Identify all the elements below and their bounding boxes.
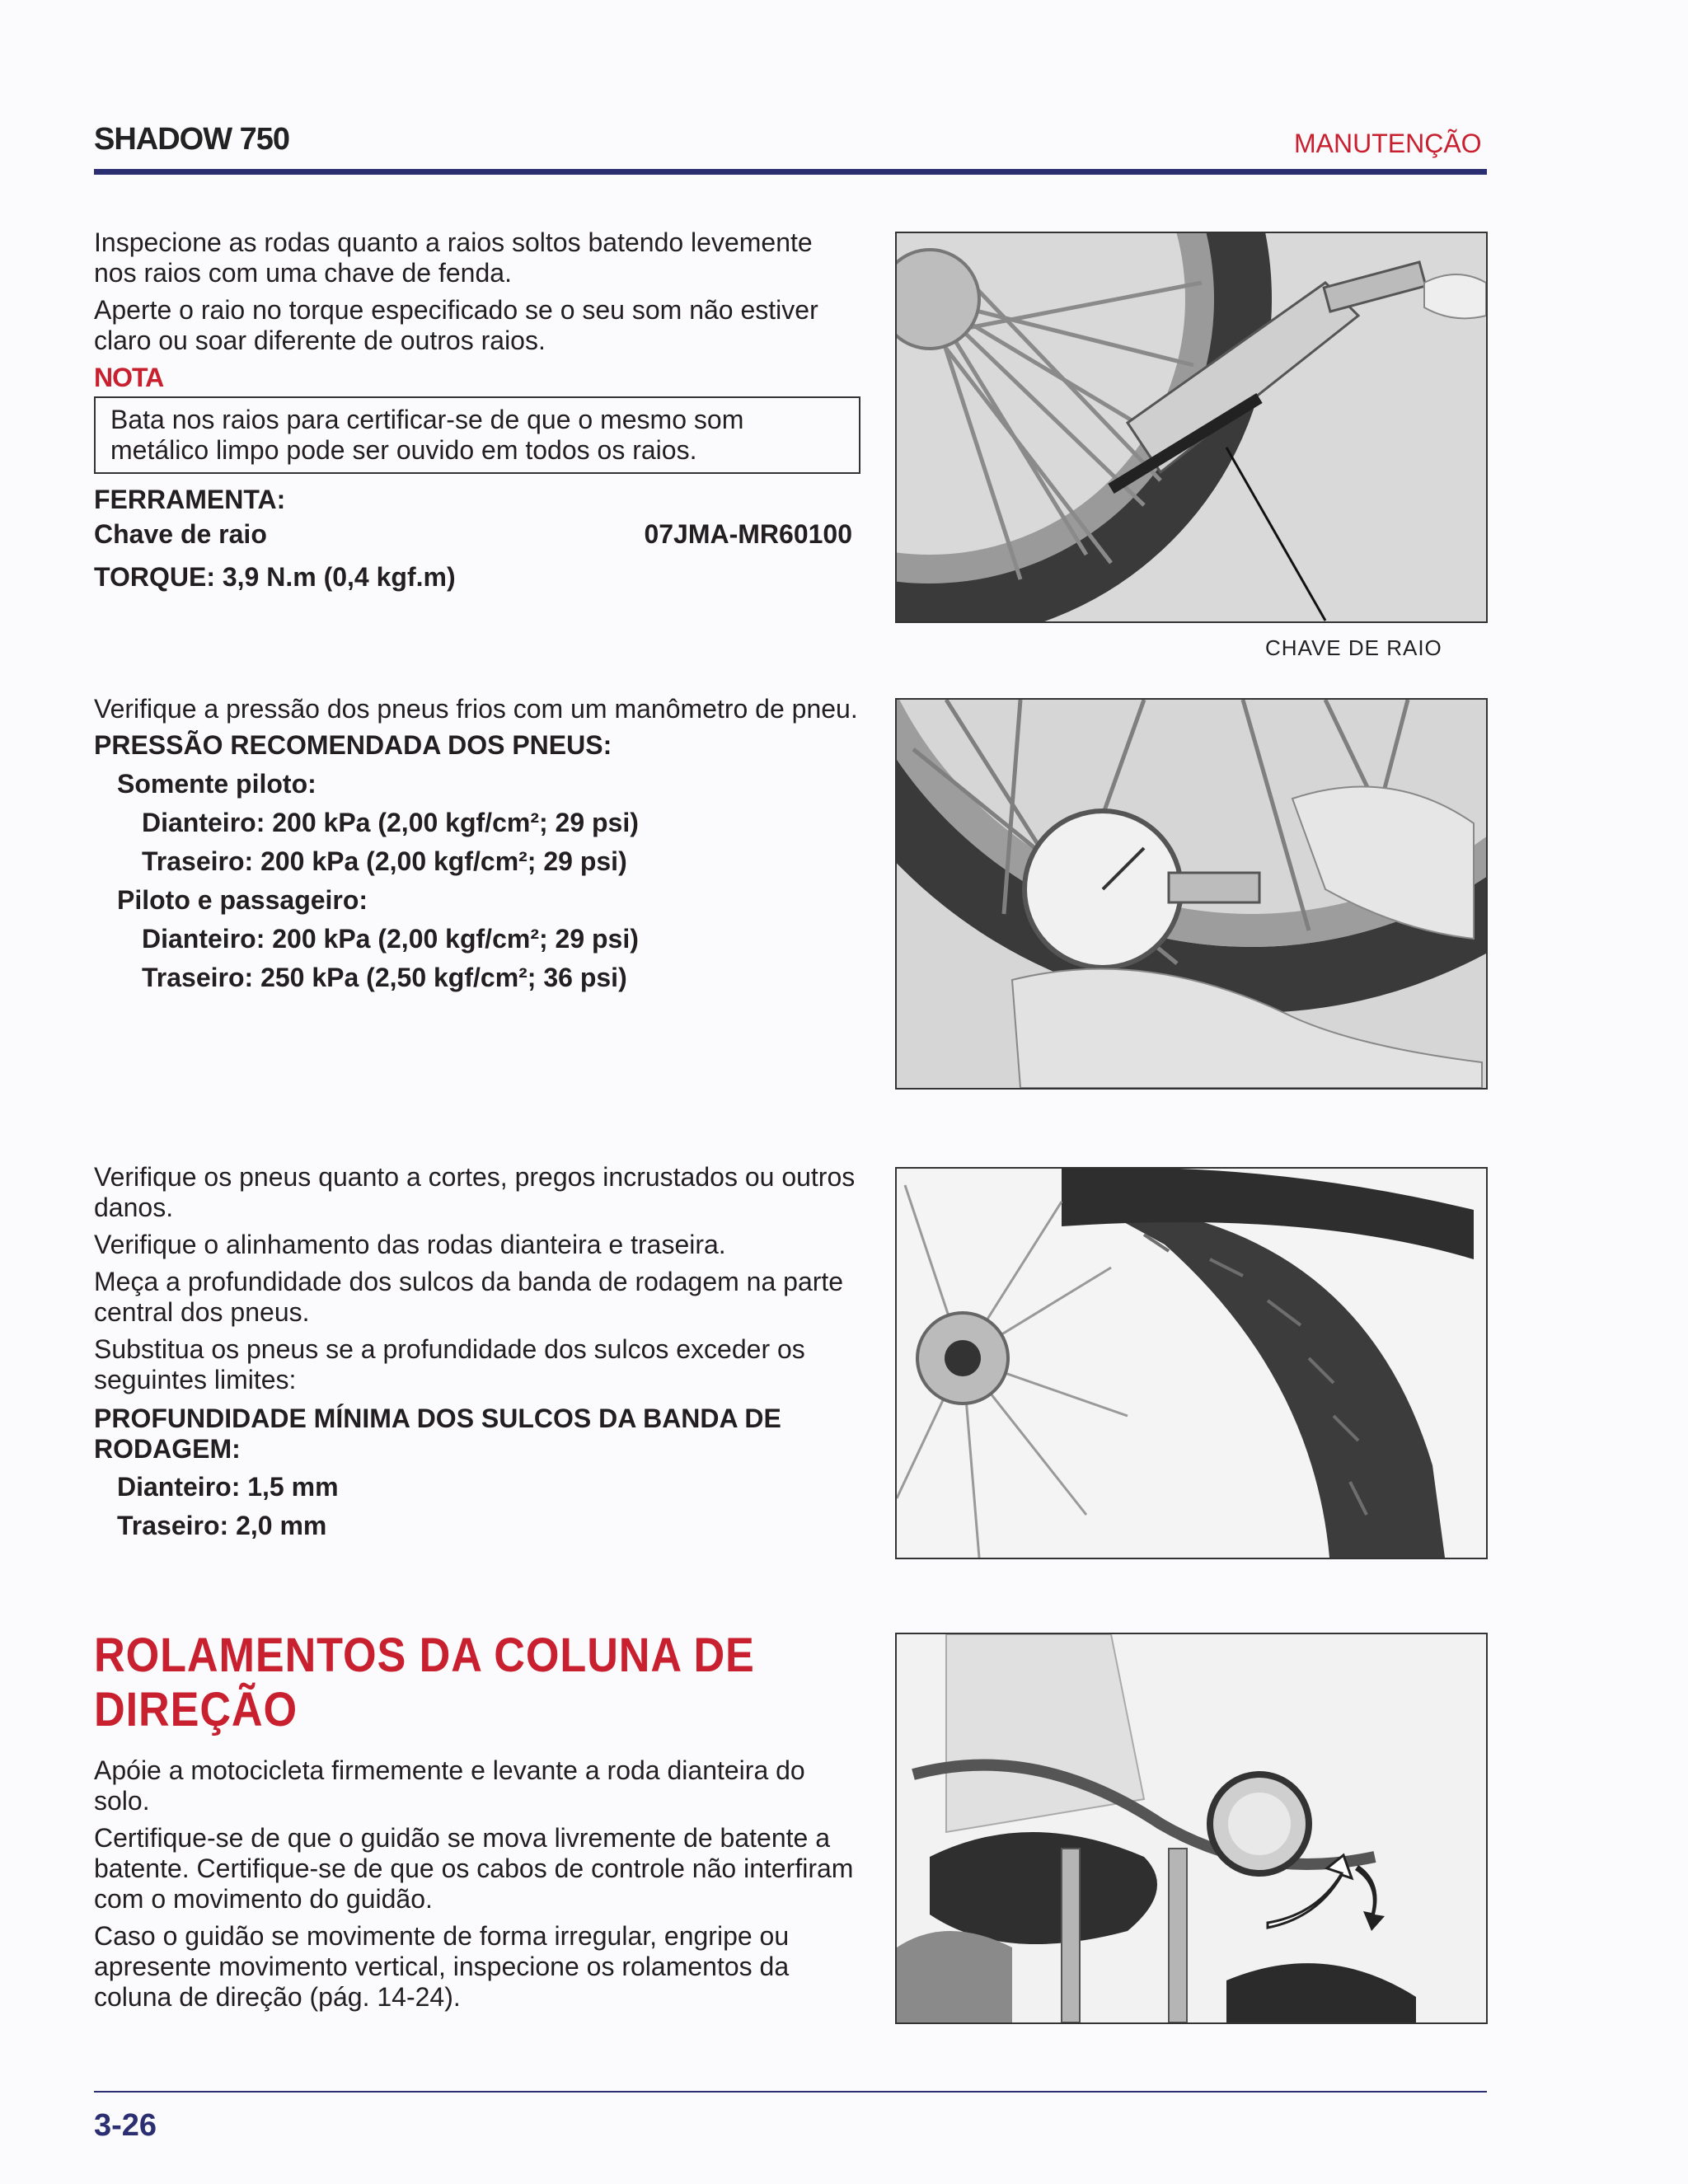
paragraph: Apóie a motocicleta firmemente e levante a roda dianteira do solo.: [94, 1755, 805, 1816]
page-number: 3-26: [94, 2108, 157, 2143]
note-box: Bata nos raios para certificar-se de que o mesmo som metálico limpo pode ser ouvido em todos os raios.: [94, 396, 860, 474]
paragraph: Caso o guidão se movimente de forma irregular, engripe ou apresente movimento vertical, inspecione os rolamentos da coluna de direção (pág. 14-24).: [94, 1921, 790, 2012]
paragraph: Verifique os pneus quanto a cortes, pregos incrustados ou outros danos.: [94, 1162, 856, 1222]
tool-code: 07JMA-MR60100: [644, 519, 852, 549]
paragraph: Substitua os pneus se a profundidade dos sulcos exceder os seguintes limites:: [94, 1334, 805, 1394]
spoke-inspection-text: [94, 227, 860, 594]
section-name: MANUTENÇÃO: [1294, 129, 1482, 158]
paragraph: Meça a profundidade dos sulcos da banda de rodagem na parte central dos pneus.: [94, 1267, 844, 1327]
tread-front: Dianteiro: 1,5 mm: [117, 1472, 339, 1502]
front-tire-photo: [895, 1167, 1488, 1559]
paragraph: Verifique a pressão dos pneus frios com um manômetro de pneu.: [94, 694, 858, 724]
tire-inspection-text: [94, 1162, 860, 1545]
paragraph: Inspecione as rodas quanto a raios soltos batendo levemente nos raios com uma chave de fenda.: [94, 227, 813, 288]
photo-caption: CHAVE DE RAIO: [1265, 635, 1442, 660]
footer-rule: [94, 2091, 1487, 2093]
steering-section: [94, 1629, 918, 2019]
dual-label: Piloto e passageiro:: [117, 885, 368, 915]
tool-heading: FERRAMENTA:: [94, 485, 286, 514]
solo-label: Somente piloto:: [117, 769, 316, 799]
torque-spec: TORQUE: 3,9 N.m (0,4 kgf.m): [94, 562, 456, 592]
tire-pressure-text: [94, 694, 860, 997]
tool-name: Chave de raio: [94, 519, 267, 549]
paragraph: Certifique-se de que o guidão se mova livremente de batente a batente. Certifique-se de que os cabos de controle não interfiram com o movimento do guidão.: [94, 1823, 854, 1914]
spoke-wrench-photo: [895, 232, 1488, 623]
paragraph: Aperte o raio no torque especificado se o seu som não estiver claro ou soar diferente de outros raios.: [94, 295, 818, 355]
solo-front: Dianteiro: 200 kPa (2,00 kgf/cm²; 29 psi): [142, 808, 639, 837]
solo-rear: Traseiro: 200 kPa (2,00 kgf/cm²; 29 psi): [142, 846, 627, 876]
handlebar-photo: [895, 1633, 1488, 2024]
tread-rear: Traseiro: 2,0 mm: [117, 1511, 327, 1540]
tool-row: [94, 517, 852, 551]
header-rule: [94, 169, 1487, 175]
manual-title: SHADOW 750: [94, 122, 290, 157]
tread-depth-heading: PROFUNDIDADE MÍNIMA DOS SULCOS DA BANDA DE RODAGEM:: [94, 1404, 781, 1464]
paragraph: Verifique o alinhamento das rodas dianteira e traseira.: [94, 1230, 726, 1259]
dual-front: Dianteiro: 200 kPa (2,00 kgf/cm²; 29 psi): [142, 924, 639, 954]
pressure-heading: PRESSÃO RECOMENDADA DOS PNEUS:: [94, 730, 612, 760]
dual-rear: Traseiro: 250 kPa (2,50 kgf/cm²; 36 psi): [142, 963, 627, 992]
note-label: NOTA: [94, 363, 164, 392]
section-heading: ROLAMENTOS DA COLUNA DE DIREÇÃO: [94, 1629, 755, 1736]
pressure-gauge-photo: [895, 698, 1488, 1090]
